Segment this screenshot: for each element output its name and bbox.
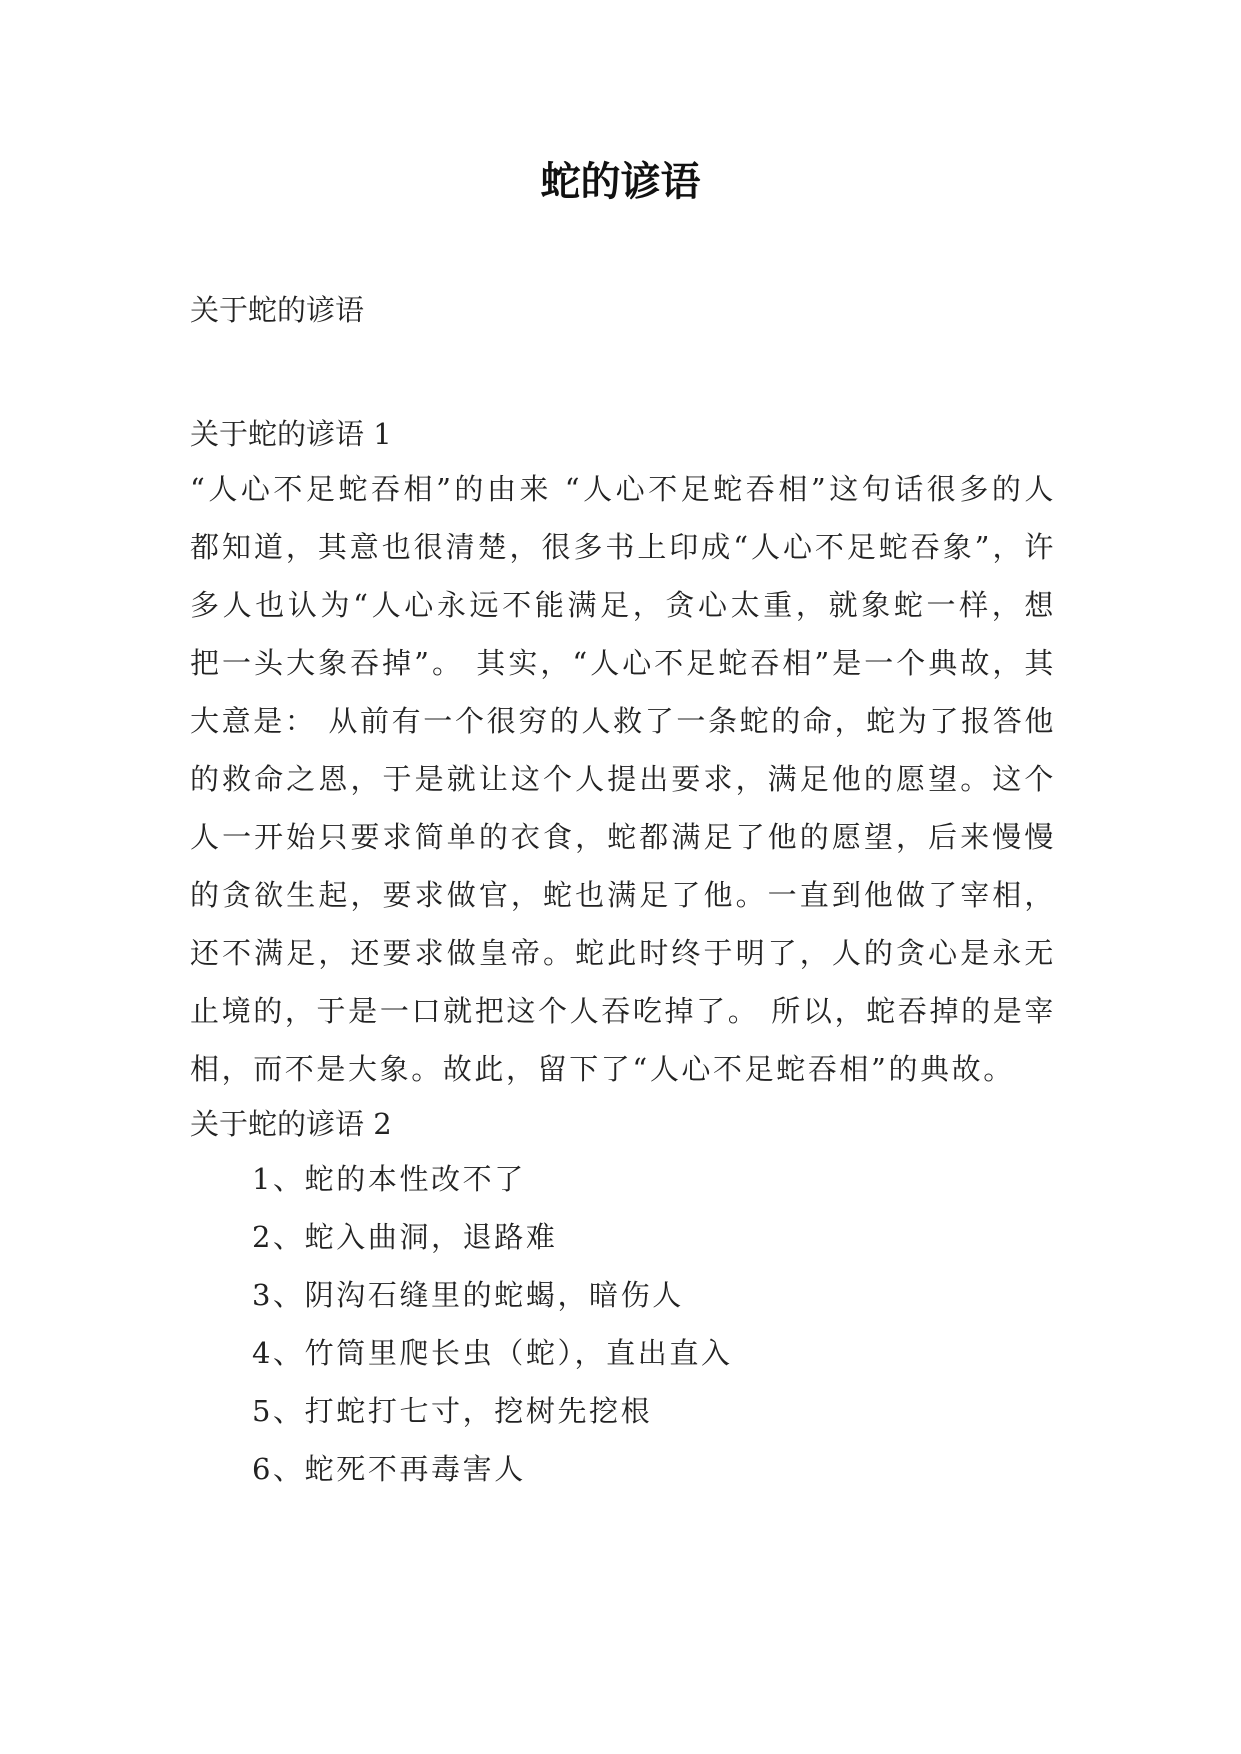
document-title: 蛇的谚语	[540, 159, 701, 205]
section-heading: 关于蛇的谚语 2	[190, 1107, 392, 1141]
proverb-list	[190, 1150, 1056, 1498]
document-subtitle: 关于蛇的谚语	[190, 293, 365, 327]
document-body	[190, 408, 1056, 1498]
section-1	[190, 408, 1056, 1098]
list-item: 6、蛇死不再毒害人	[252, 1452, 526, 1486]
section-2	[190, 1098, 1056, 1498]
list-item: 1、蛇的本性改不了	[252, 1162, 526, 1196]
list-item: 2、蛇入曲洞，退路难	[252, 1220, 558, 1254]
section-heading: 关于蛇的谚语 1	[190, 417, 392, 451]
section-paragraph: “人心不足蛇吞相”的由来 “人心不足蛇吞相”这句话很多的人都知道，其意也很清楚，很多书上印成“人心不足蛇吞象”，许多人也认为“人心永远不能满足，贪心太重，就象蛇一样，想把一头大象吞掉”。 其实，“人心不足蛇吞相”是一个典故，其大意是： 从前有一个很穷的人救了一条蛇的命，蛇为了报答他的救命之恩，于是就让这个人提出要求，满足他的愿望。这个人一开始只要求简单的衣食，蛇都满足了他的愿望，后来慢慢的贪欲生起，要求做官，蛇也满足了他。一直到他做了宰相，还不满足，还要求做皇帝。蛇此时终于明了，人的贪心是永无止境的，于是一口就把这个人吞吃掉了。 所以，蛇吞掉的是宰相，而不是大象。故此，留下了“人心不足蛇吞相”的典故。	[190, 472, 1056, 1086]
list-item: 4、竹筒里爬长虫（蛇），直出直入	[252, 1336, 733, 1370]
list-item: 5、打蛇打七寸，挖树先挖根	[252, 1394, 653, 1428]
list-item: 3、阴沟石缝里的蛇蝎，暗伤人	[252, 1278, 684, 1312]
